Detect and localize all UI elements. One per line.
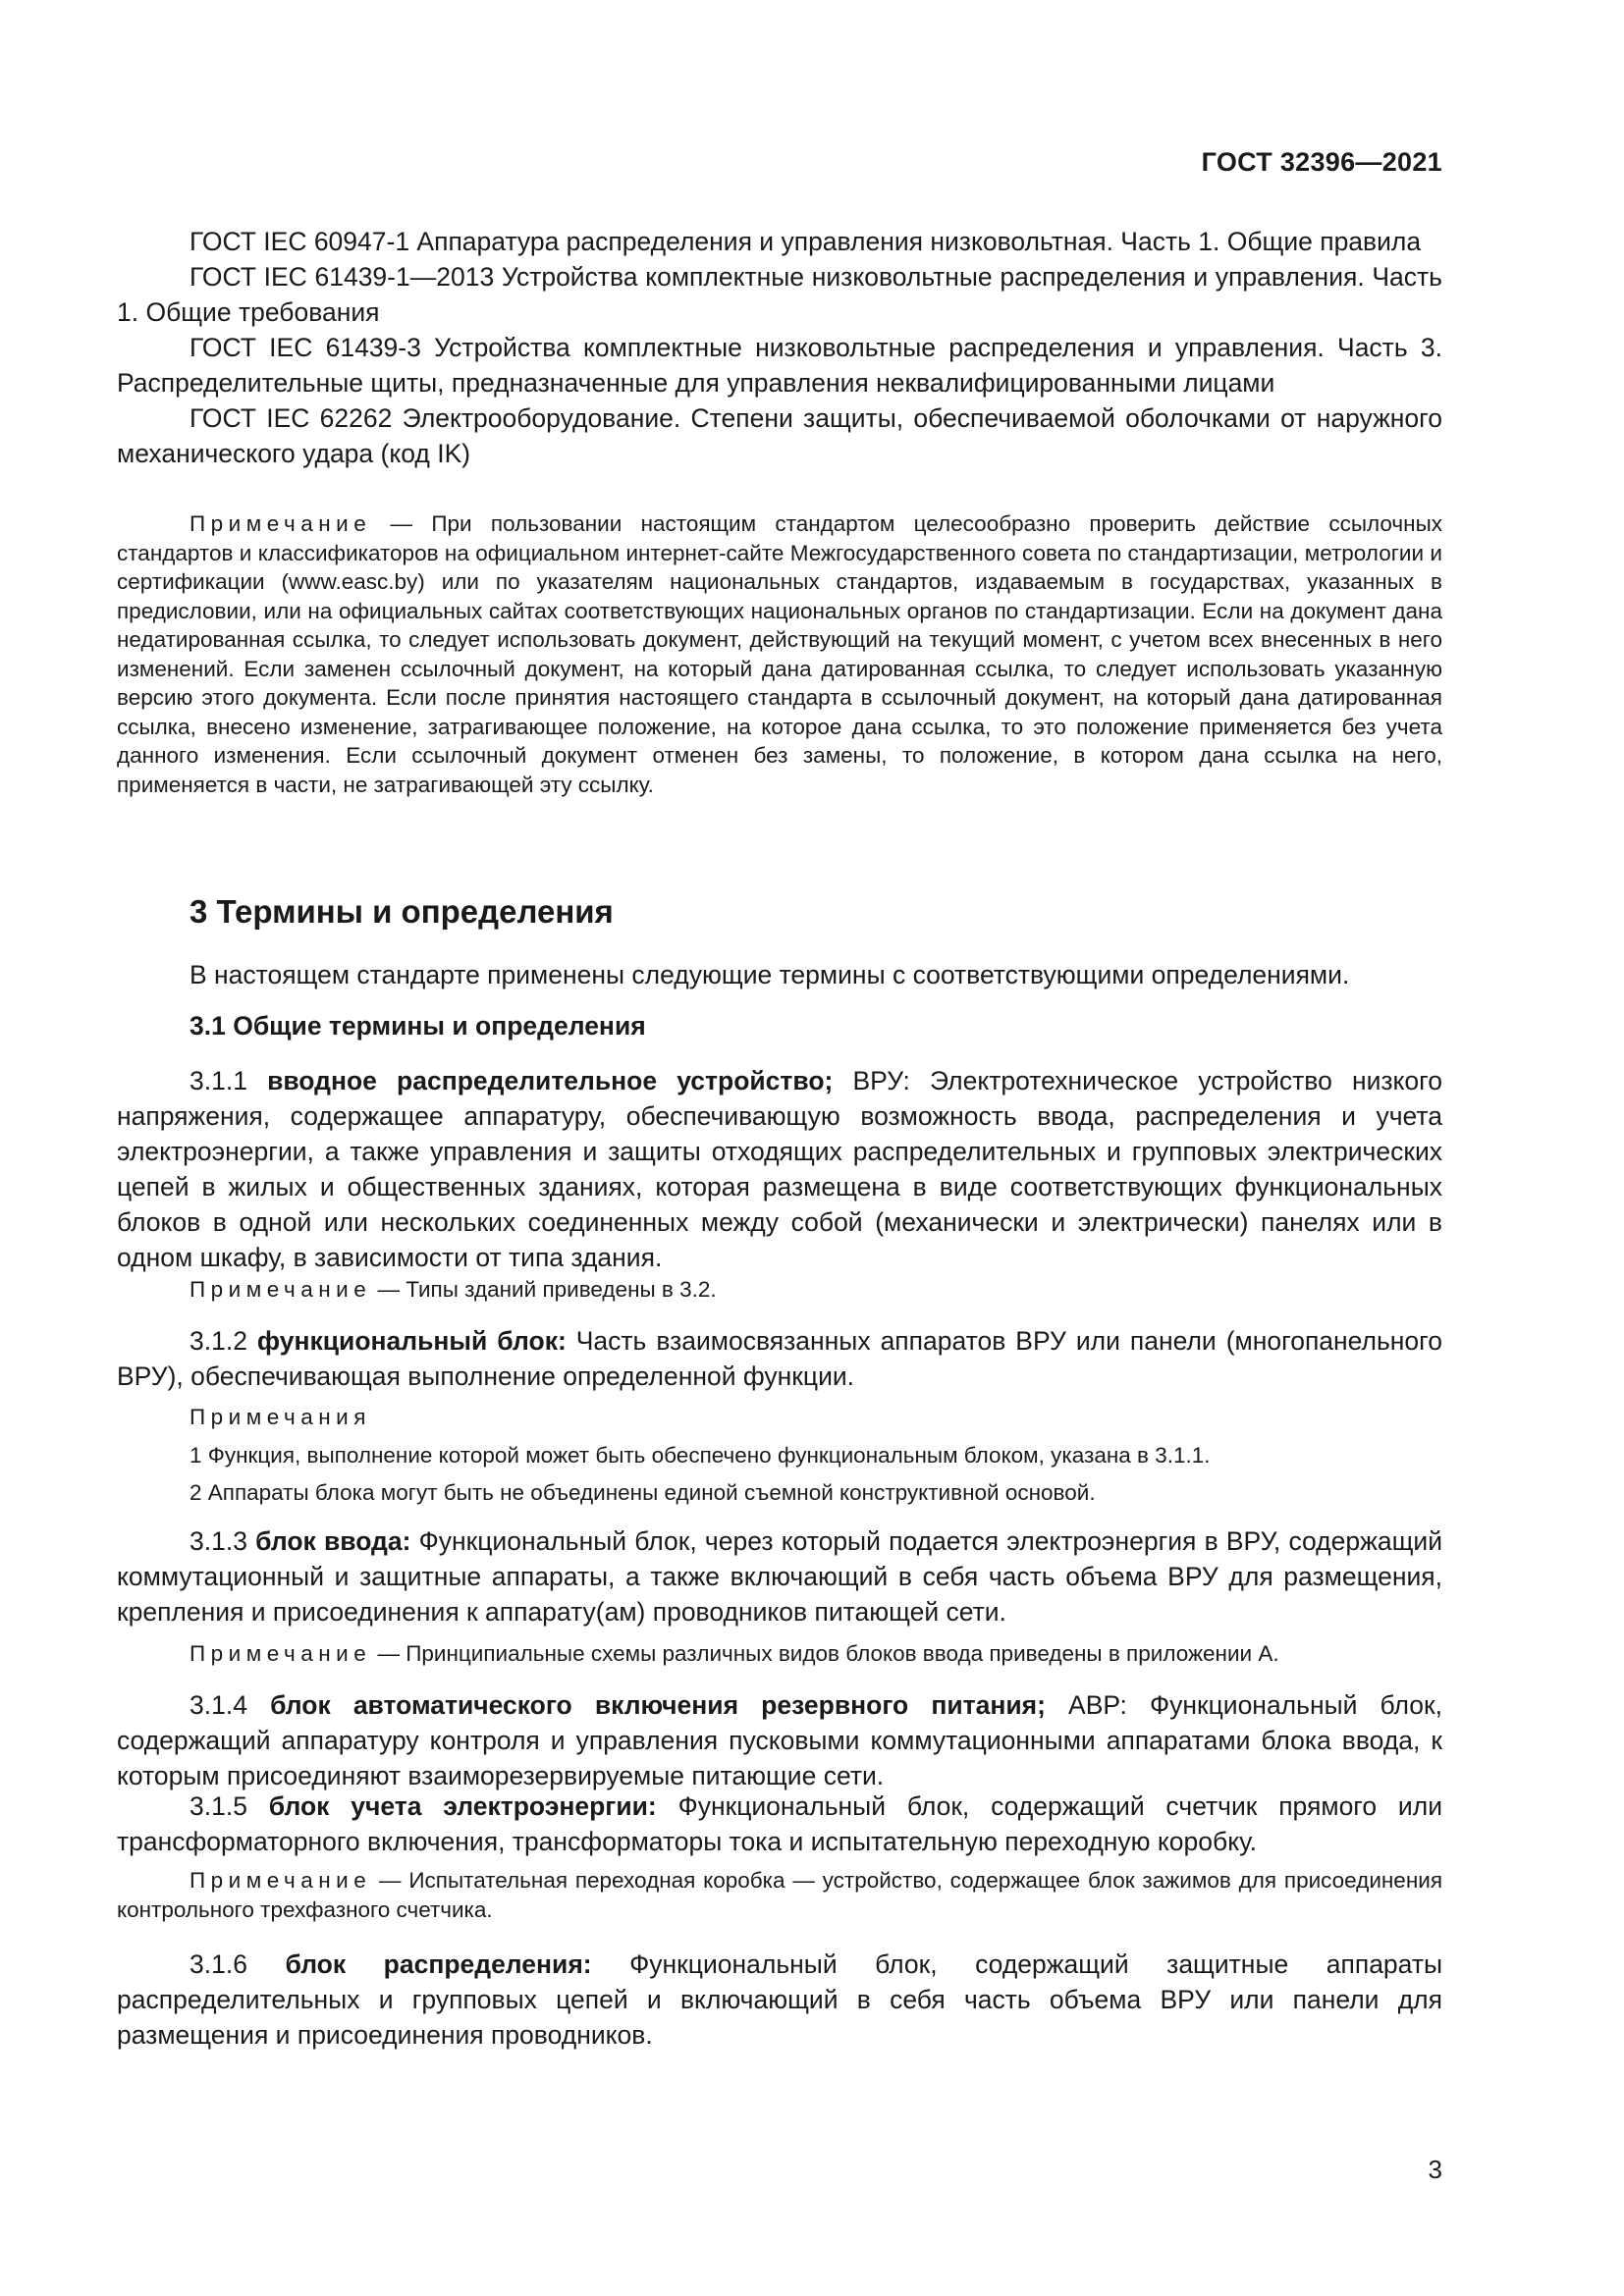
term-3-1-6: 3.1.6 блок распределения: Функциональный блок, содержащий защитные аппараты распределительных и групповых цепей и включающий в себя часть объема ВРУ или панели для размещения и присоединения проводников.	[117, 1949, 1443, 2050]
ref-item: ГОСТ IEC 61439-3 Устройства комплектные низковольтные распределения и управления. Часть 3. Распределительные щиты, предназначенные для управления неквалифицированными лицами	[117, 333, 1442, 398]
note-3-1-5: Примечание — Испытательная переходная коробка — устройство, содержащее блок зажимов для присоединения контрольного трехфазного счетчика.	[117, 1868, 1442, 1922]
term-3-1-3: 3.1.3 блок ввода: Функциональный блок, через который подается электроэнергия в ВРУ, содержащий коммутационный и защитные аппараты, а также включающий в себя часть объема ВРУ для размещения, крепления и присоединения к аппарату(ам) проводников питающей сети.	[117, 1526, 1442, 1627]
note-3-1-3: Примечание — Принципиальные схемы различных видов блоков ввода приведены в приложении А.	[189, 1641, 1279, 1666]
references-block	[117, 224, 1442, 471]
section-title: 3 Термины и определения	[189, 893, 614, 930]
ref-item: ГОСТ IEC 60947-1 Аппаратура распределения и управления низковольтная. Часть 1. Общие правила	[189, 227, 1422, 256]
subsection-title: 3.1 Общие термины и определения	[189, 1011, 646, 1041]
section-3	[117, 893, 1442, 931]
term-name: функциональный блок:	[256, 1326, 567, 1356]
note-text: — При пользовании настоящим стандартом целесообразно проверить действие ссылочных стандартов и классификаторов на официальном интернет-сайте Межгосударственного совета по стандартизации, метрологии и сертификации (www.easc.by) или по указателям национальных стандартов, издаваемым в государствах, указанных в предисловии, или на официальных сайтах соответствующих национальных органов по стандартизации. Если на документ дана недатированная ссылка, то следует использовать документ, действующий на текущий момент, с учетом всех внесенных в него изменений. Если заменен ссылочный документ, на который дана датированная ссылка, то следует использовать указанную версию этого документа. Если после принятия настоящего стандарта в ссылочный документ, на который дана датированная ссылка, внесено изменение, затрагивающее положение, на которое дана ссылка, то это положение применяется без учета данного изменения. Если ссылочный документ отменен без замены, то положение, в котором дана ссылка на него, применяется в части, не затрагивающей эту ссылку.	[117, 511, 1442, 797]
document-header: ГОСТ 32396—2021	[1201, 147, 1442, 177]
page-number: 3	[1428, 2155, 1442, 2184]
term-name: блок распределения:	[285, 1949, 592, 1979]
term-3-1-5: 3.1.5 блок учета электроэнергии: Функциональный блок, содержащий счетчик прямого или трансформаторного включения, трансформаторы тока и испытательную переходную коробку.	[117, 1791, 1443, 1856]
note-label: Примечание	[189, 511, 372, 536]
term-3-1-1: 3.1.1 вводное распределительное устройство; ВРУ: Электротехническое устройство низкого напряжения, содержащее аппаратуру, обеспечивающую возможность ввода, распределения и учета электроэнергии, а также управления и защиты отходящих распределительных и групповых электрических цепей в жилых и общественных зданиях, которая размещена в виде соответствующих функциональных блоков в одной или нескольких соединенных между собой (механически и электрически) панелях или в одном шкафу, в зависимости от типа здания.	[117, 1066, 1442, 1272]
term-3-1-4: 3.1.4 блок автоматического включения резервного питания; АВР: Функциональный блок, содержащий аппаратуру контроля и управления пусковыми коммутационными аппаратами блока ввода, к которым присоединяют взаиморезервируемые питающие сети.	[117, 1690, 1442, 1790]
term-name: блок автоматического включения резервного питания;	[270, 1690, 1046, 1720]
ref-item: ГОСТ IEC 62262 Электрооборудование. Степени защиты, обеспечиваемой оболочками от наружного механического удара (код IK)	[117, 403, 1442, 468]
notes-3-1-2: Примечания 1 Функция, выполнение которой может быть обеспечено функциональным блоком, указана в 3.1.1. 2 Аппараты блока могут быть не объединены единой съемной конструктивной основой.	[189, 1405, 1211, 1505]
note-3-1-1: Примечание — Типы зданий приведены в 3.2.	[189, 1277, 717, 1302]
note-main	[117, 509, 1442, 799]
term-name: блок ввода:	[255, 1526, 411, 1556]
term-name: вводное распределительное устройство;	[267, 1066, 834, 1095]
section-intro: В настоящем стандарте применены следующие термины с соответствующими определениями.	[189, 960, 1350, 989]
term-3-1-2: 3.1.2 функциональный блок: Часть взаимосвязанных аппаратов ВРУ или панели (многопанельного ВРУ), обеспечивающая выполнение определенной функции.	[117, 1326, 1442, 1391]
term-name: блок учета электроэнергии:	[268, 1791, 657, 1821]
ref-item: ГОСТ IEC 61439-1—2013 Устройства комплектные низковольтные распределения и управления. Часть 1. Общие требования	[117, 262, 1442, 327]
